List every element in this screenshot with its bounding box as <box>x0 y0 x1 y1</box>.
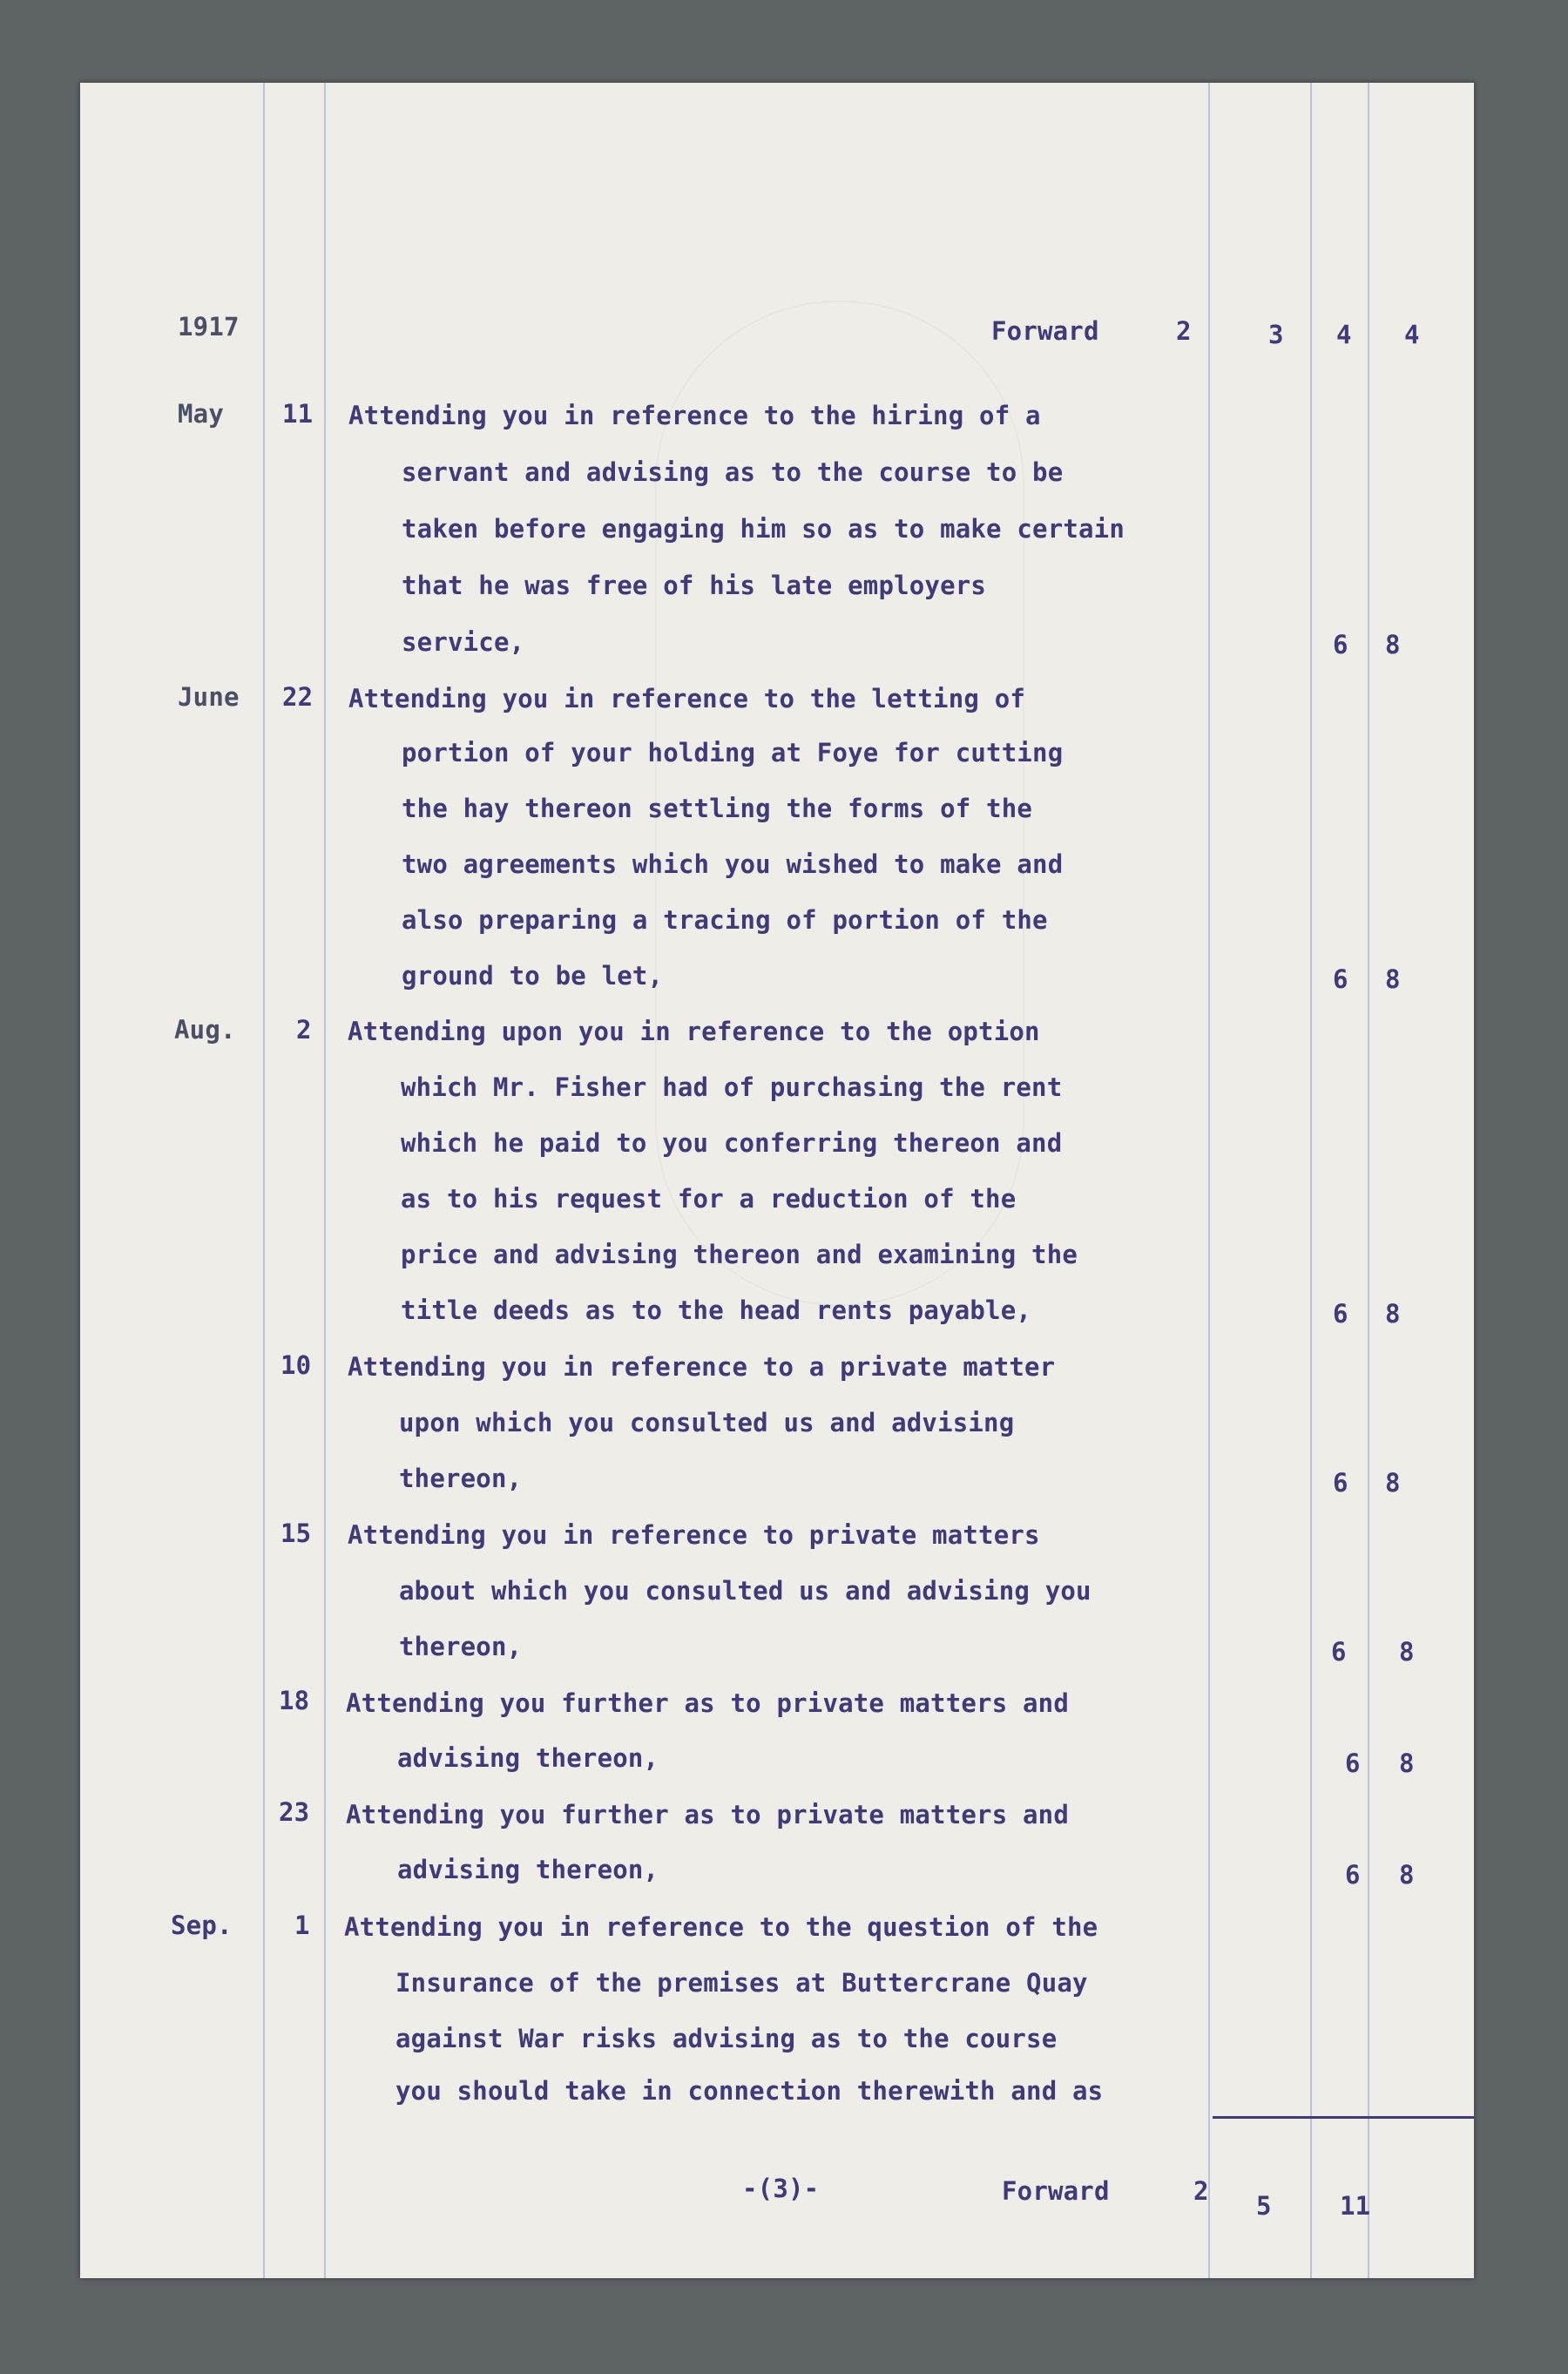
entry-month: Sep. <box>171 1911 233 1940</box>
entry-day: 18 <box>279 1686 310 1715</box>
entry-line: which Mr. Fisher had of purchasing the rent <box>401 1072 1063 1102</box>
entry-month: May <box>178 399 224 429</box>
entry-month: June <box>178 682 240 712</box>
entry-line: taken before engaging him so as to make certain <box>402 514 1125 544</box>
entry-line: Attending you further as to private matters and <box>346 1800 1069 1830</box>
forward-label: Forward <box>1002 2176 1110 2206</box>
entry-line: the hay thereon settling the forms of the <box>402 794 1033 823</box>
forward-amount: 4 <box>1336 320 1352 349</box>
entry-line: Attending you in reference to a private matter <box>348 1352 1056 1382</box>
amount-pence: 8 <box>1399 1748 1415 1778</box>
shillings-column-rule <box>1310 83 1312 2278</box>
pounds-column-rule <box>1208 83 1210 2278</box>
entry-line: Attending you in reference to private matters <box>348 1520 1040 1550</box>
entry-day: 11 <box>282 399 314 429</box>
amount-pence: 8 <box>1385 630 1401 659</box>
entry-day: 1 <box>294 1911 310 1940</box>
entry-line: Insurance of the premises at Buttercrane Quay <box>395 1968 1088 1998</box>
amount-pence: 8 <box>1399 1637 1415 1667</box>
forward-amount: 2 <box>1193 2176 1209 2206</box>
entry-day: 23 <box>279 1797 310 1827</box>
entry-line: service, <box>402 627 525 657</box>
entry-day: 10 <box>280 1350 312 1380</box>
forward-amount: 4 <box>1404 320 1420 349</box>
entry-line: servant and advising as to the course to be <box>402 457 1064 487</box>
amount-shillings: 6 <box>1333 1468 1348 1498</box>
forward-label: Forward <box>991 316 1099 346</box>
entry-line: Attending you in reference to the hiring of a <box>348 401 1041 430</box>
amount-pence: 8 <box>1399 1860 1415 1890</box>
page-number: -(3)- <box>742 2174 820 2203</box>
pence-column-rule <box>1368 83 1369 2278</box>
entry-line: Attending you in reference to the letting of <box>348 684 1026 714</box>
amount-shillings: 6 <box>1333 630 1348 659</box>
entry-line: upon which you consulted us and advising <box>399 1408 1015 1437</box>
entry-line: which he paid to you conferring thereon and <box>401 1128 1063 1158</box>
amount-shillings: 6 <box>1345 1860 1361 1890</box>
entry-line: Attending upon you in reference to the option <box>348 1017 1040 1046</box>
amount-shillings: 6 <box>1345 1748 1361 1778</box>
entry-line: also preparing a tracing of portion of the <box>402 905 1048 935</box>
document-page <box>80 83 1474 2278</box>
entry-day: 2 <box>296 1015 312 1045</box>
entry-day: 15 <box>280 1518 312 1548</box>
entry-line: Attending you further as to private matters and <box>346 1688 1069 1718</box>
year-heading: 1917 <box>178 312 240 342</box>
forward-amount: 11 <box>1340 2191 1371 2221</box>
entry-line: Attending you in reference to the question of the <box>344 1912 1098 1942</box>
forward-amount: 5 <box>1256 2191 1272 2221</box>
total-rule <box>1213 2116 1474 2119</box>
amount-pence: 8 <box>1385 1468 1401 1498</box>
amount-pence: 8 <box>1385 1299 1401 1329</box>
entry-line: that he was free of his late employers <box>402 571 987 600</box>
entry-line: title deeds as to the head rents payable, <box>401 1295 1032 1325</box>
entry-line: portion of your holding at Foye for cutting <box>402 738 1064 768</box>
entry-line: about which you consulted us and advising you <box>399 1576 1092 1606</box>
entry-line: thereon, <box>399 1464 523 1493</box>
amount-shillings: 6 <box>1331 1637 1347 1667</box>
entry-line: you should take in connection therewith and as <box>395 2076 1104 2106</box>
forward-amount: 3 <box>1268 320 1284 349</box>
day-column-rule <box>324 83 326 2278</box>
entry-line: thereon, <box>399 1632 523 1661</box>
forward-amount: 2 <box>1176 316 1192 346</box>
entry-line: ground to be let, <box>402 961 664 991</box>
amount-shillings: 6 <box>1333 1299 1348 1329</box>
amount-pence: 8 <box>1385 964 1401 994</box>
entry-line: two agreements which you wished to make and <box>402 849 1064 879</box>
entry-line: against War risks advising as to the course <box>395 2024 1058 2053</box>
entry-line: advising thereon, <box>397 1743 659 1773</box>
entry-line: price and advising thereon and examining the <box>401 1240 1078 1269</box>
entry-month: Aug. <box>174 1015 236 1045</box>
amount-shillings: 6 <box>1333 964 1348 994</box>
entry-line: advising thereon, <box>397 1855 659 1884</box>
entry-day: 22 <box>282 682 314 712</box>
entry-line: as to his request for a reduction of the <box>401 1184 1017 1214</box>
date-column-rule <box>263 83 265 2278</box>
